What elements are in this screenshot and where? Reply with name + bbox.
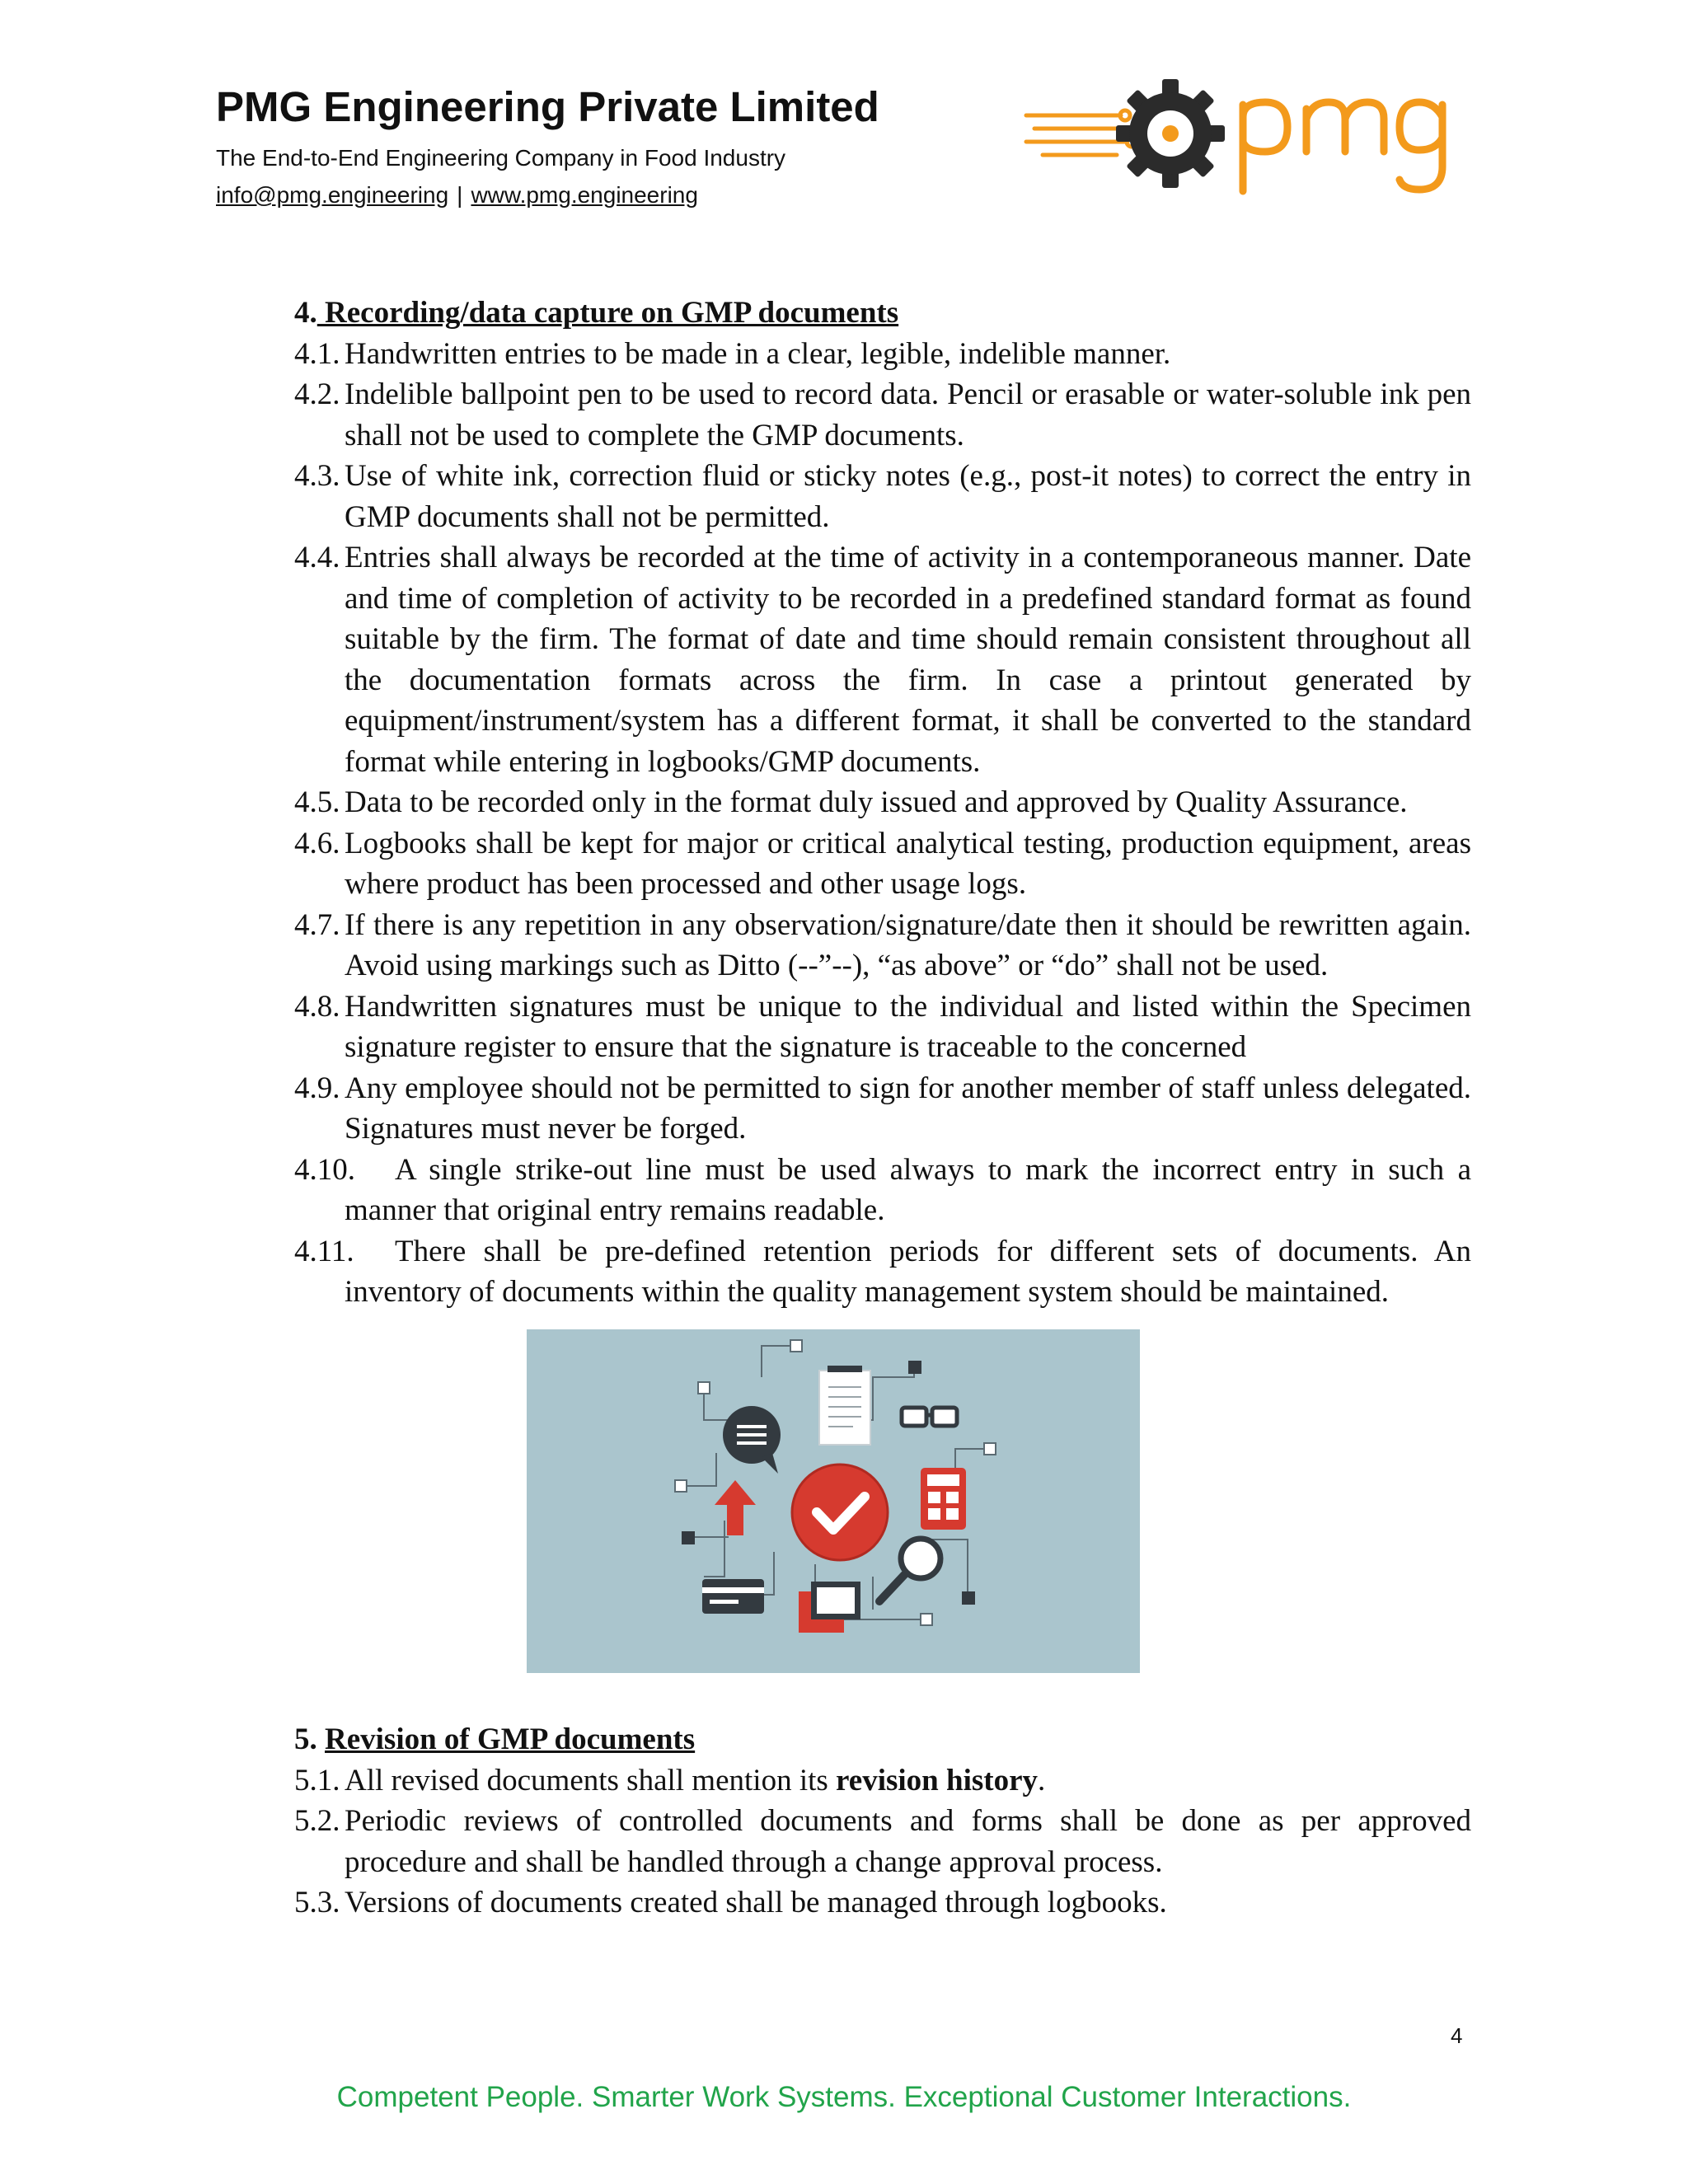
gmp-illustration <box>527 1329 1140 1673</box>
item-text: Use of white ink, correction fluid or sticky notes (e.g., post-it notes) to correct the entry in GMP documents shall not be permitted. <box>345 459 1471 534</box>
list-item <box>294 374 1471 456</box>
item-number: 4.4. <box>294 541 340 574</box>
item-text: Handwritten entries to be made in a clear, legible, indelible manner. <box>345 336 1171 371</box>
contact-line <box>216 182 698 209</box>
list-item <box>294 905 1471 987</box>
page-number: 4 <box>1451 2023 1463 2048</box>
item-text: Logbooks shall be kept for major or critical analytical testing, production equipment, areas where product has been processed and other usage logs. <box>345 826 1471 901</box>
list-item <box>294 782 1471 823</box>
item-text: If there is any repetition in any observation/signature/date then it should be rewritten again. Avoid using markings such as Ditto (--”--), “as above” or “do” shall not be used. <box>345 907 1471 982</box>
section-4-number: 4. <box>294 296 317 330</box>
item-text: Periodic reviews of controlled documents and forms shall be done as per approved procedure and shall be handled through a change approval process. <box>345 1804 1471 1879</box>
list-item <box>294 987 1471 1068</box>
item-number: 4.7. <box>294 907 340 942</box>
list-item <box>294 334 1471 375</box>
item-text: Data to be recorded only in the format duly issued and approved by Quality Assurance. <box>345 785 1408 819</box>
item-number: 4.3. <box>294 459 340 493</box>
section-4-heading <box>294 293 1471 334</box>
document-icon <box>819 1366 870 1445</box>
section-5-number: 5. <box>294 1722 317 1756</box>
pmg-wordmark <box>1243 102 1442 191</box>
list-item <box>294 1801 1471 1882</box>
item-number: 4.1. <box>294 336 340 371</box>
list-item <box>294 1760 1471 1802</box>
contact-separator: | <box>457 182 463 208</box>
section-4-list <box>294 334 1471 1313</box>
section-5 <box>294 1719 1471 1924</box>
item-text: All revised documents shall mention its revision history. <box>345 1763 1046 1797</box>
item-text: There shall be pre-defined retention periods for different sets of documents. An inventory of documents within the quality management system should be maintained. <box>345 1234 1471 1309</box>
company-name: PMG Engineering Private Limited <box>216 83 879 130</box>
section-4-title: Recording/data capture on GMP documents <box>325 296 899 330</box>
footer-tagline: Competent People. Smarter Work Systems. Exceptional Customer Interactions. <box>336 2081 1352 2113</box>
item-number: 4.6. <box>294 826 340 860</box>
item-number: 4.10. <box>294 1152 355 1187</box>
item-number: 4.2. <box>294 377 340 411</box>
revision-history-emphasis: revision history <box>836 1763 1038 1797</box>
item-number: 5.1. <box>294 1763 340 1797</box>
website-link[interactable]: www.pmg.engineering <box>471 182 698 208</box>
calculator-icon <box>921 1468 966 1530</box>
checkmark-icon <box>792 1465 888 1560</box>
section-4 <box>294 293 1471 1313</box>
list-item <box>294 456 1471 537</box>
item-number: 5.2. <box>294 1804 340 1838</box>
list-item <box>294 1882 1471 1924</box>
item-text: Versions of documents created shall be managed through logbooks. <box>345 1886 1167 1919</box>
item-number: 4.8. <box>294 989 340 1024</box>
list-item <box>294 1150 1471 1231</box>
list-item <box>294 823 1471 905</box>
list-item <box>294 537 1471 782</box>
item-text: Entries shall always be recorded at the time of activity in a contemporaneous manner. Date and time of completion of activity to be recorded in a predefined standard format as found suitable by the firm. The format of date and time should remain consistent throughout all the documentation formats across the firm. In case a printout generated by equipment/instrument/system has a different format, it shall be converted to the standard format while entering in logbooks/GMP documents. <box>345 541 1471 779</box>
credit-card-icon <box>702 1579 764 1614</box>
section-5-title: Revision of GMP documents <box>325 1722 696 1756</box>
item-text: Any employee should not be permitted to sign for another member of staff unless delegated. Signatures must never be forged. <box>345 1071 1471 1146</box>
item-text: Indelible ballpoint pen to be used to record data. Pencil or erasable or water-soluble ink pen shall not be used to complete the GMP documents. <box>345 377 1471 452</box>
pmg-logo <box>1022 68 1451 199</box>
item-number: 4.9. <box>294 1071 340 1105</box>
item-number: 4.5. <box>294 785 340 819</box>
email-link[interactable]: info@pmg.engineering <box>216 182 449 208</box>
list-item <box>294 1068 1471 1150</box>
list-item <box>294 1231 1471 1313</box>
company-tagline: The End-to-End Engineering Company in Food Industry <box>216 145 786 171</box>
item-number: 5.3. <box>294 1886 340 1919</box>
item-text: A single strike-out line must be used always to mark the incorrect entry in such a manner that original entry remains readable. <box>345 1152 1471 1227</box>
gear-icon <box>1116 79 1225 188</box>
item-number: 4.11. <box>294 1234 354 1268</box>
section-5-heading <box>294 1719 1471 1760</box>
item-text: Handwritten signatures must be unique to the individual and listed within the Specimen signature register to ensure that the signature is traceable to the concerned <box>345 989 1471 1064</box>
